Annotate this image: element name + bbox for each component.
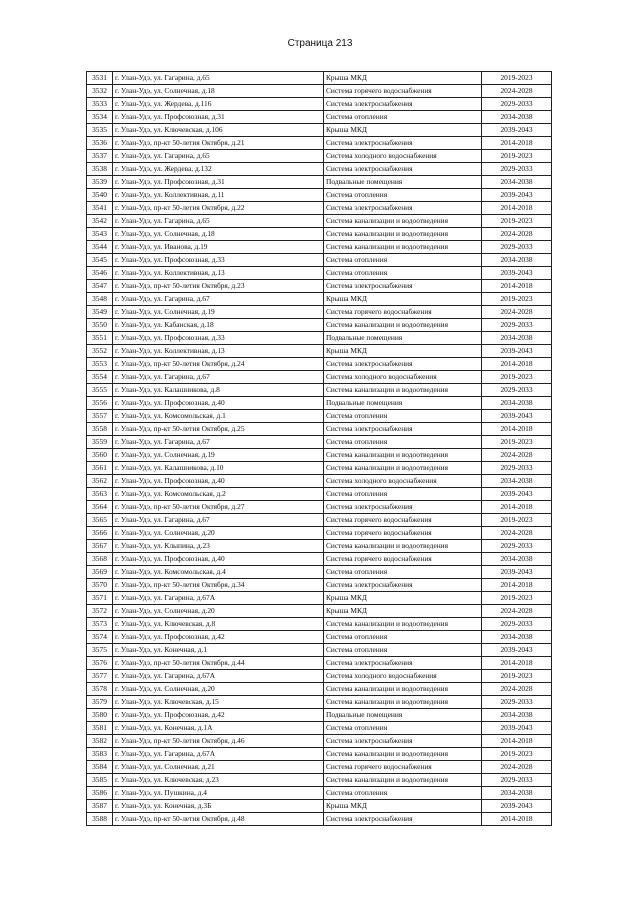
table-row (87, 488, 552, 501)
address-cell: г. Улан-Удэ, ул. Профсоюзная, д.42 (113, 709, 324, 722)
period-cell: 2029-2033 (482, 540, 552, 553)
period-cell: 2034-2038 (482, 631, 552, 644)
row-number-cell: 3570 (87, 579, 113, 592)
work-type-cell: Система отопления (324, 644, 482, 657)
row-number-cell: 3547 (87, 280, 113, 293)
address-cell: г. Улан-Удэ, ул. Солнечная, д.20 (113, 605, 324, 618)
row-number-cell: 3573 (87, 618, 113, 631)
row-number-cell: 3579 (87, 696, 113, 709)
table-row (87, 189, 552, 202)
table-row (87, 150, 552, 163)
row-number-cell: 3566 (87, 527, 113, 540)
row-number-cell: 3586 (87, 787, 113, 800)
period-cell: 2029-2033 (482, 462, 552, 475)
table-row (87, 670, 552, 683)
work-type-cell: Система канализации и водоотведения (324, 774, 482, 787)
row-number-cell: 3574 (87, 631, 113, 644)
work-type-cell: Система канализации и водоотведения (324, 683, 482, 696)
row-number-cell: 3533 (87, 98, 113, 111)
work-type-cell: Система отопления (324, 267, 482, 280)
table-row (87, 215, 552, 228)
work-type-cell: Система электроснабжения (324, 501, 482, 514)
row-number-cell: 3534 (87, 111, 113, 124)
period-cell: 2019-2023 (482, 293, 552, 306)
row-number-cell: 3572 (87, 605, 113, 618)
table-row (87, 410, 552, 423)
table-body (87, 72, 552, 826)
work-type-cell: Система электроснабжения (324, 657, 482, 670)
row-number-cell: 3538 (87, 163, 113, 176)
work-type-cell: Система горячего водоснабжения (324, 85, 482, 98)
table-row (87, 475, 552, 488)
row-number-cell: 3563 (87, 488, 113, 501)
row-number-cell: 3542 (87, 215, 113, 228)
row-number-cell: 3559 (87, 436, 113, 449)
address-cell: г. Улан-Удэ, ул. Комсомольская, д.2 (113, 488, 324, 501)
address-cell: г. Улан-Удэ, ул. Гагарина, д.67А (113, 670, 324, 683)
period-cell: 2034-2038 (482, 475, 552, 488)
row-number-cell: 3554 (87, 371, 113, 384)
table-row (87, 384, 552, 397)
address-cell: г. Улан-Удэ, ул. Коллективная, д.13 (113, 345, 324, 358)
work-type-cell: Крыша МКД (324, 293, 482, 306)
table-row (87, 137, 552, 150)
table-row (87, 618, 552, 631)
address-cell: г. Улан-Удэ, ул. Ключевская, д.8 (113, 618, 324, 631)
address-cell: г. Улан-Удэ, ул. Клыпина, д.23 (113, 540, 324, 553)
work-type-cell: Система канализации и водоотведения (324, 384, 482, 397)
address-cell: г. Улан-Удэ, ул. Профсоюзная, д.31 (113, 176, 324, 189)
work-type-cell: Крыша МКД (324, 605, 482, 618)
table-row (87, 423, 552, 436)
table-row (87, 761, 552, 774)
period-cell: 2019-2023 (482, 371, 552, 384)
row-number-cell: 3583 (87, 748, 113, 761)
work-type-cell: Система электроснабжения (324, 423, 482, 436)
period-cell: 2024-2028 (482, 683, 552, 696)
table-row (87, 241, 552, 254)
address-cell: г. Улан-Удэ, ул. Гагарина, д.67А (113, 592, 324, 605)
table-row (87, 501, 552, 514)
work-type-cell: Подвальные помещения (324, 176, 482, 189)
period-cell: 2014-2018 (482, 813, 552, 826)
period-cell: 2039-2043 (482, 189, 552, 202)
period-cell: 2029-2033 (482, 98, 552, 111)
period-cell: 2019-2023 (482, 670, 552, 683)
row-number-cell: 3532 (87, 85, 113, 98)
address-cell: г. Улан-Удэ, ул. Солнечная, д.18 (113, 85, 324, 98)
address-cell: г. Улан-Удэ, ул. Коллективная, д.11 (113, 189, 324, 202)
row-number-cell: 3556 (87, 397, 113, 410)
table-row (87, 163, 552, 176)
table-row (87, 176, 552, 189)
period-cell: 2014-2018 (482, 501, 552, 514)
table-row (87, 800, 552, 813)
work-type-cell: Система канализации и водоотведения (324, 540, 482, 553)
work-type-cell: Крыша МКД (324, 124, 482, 137)
address-cell: г. Улан-Удэ, ул. Конечная, д.3Б (113, 800, 324, 813)
row-number-cell: 3558 (87, 423, 113, 436)
address-cell: г. Улан-Удэ, ул. Профсоюзная, д.33 (113, 332, 324, 345)
address-cell: г. Улан-Удэ, ул. Профсоюзная, д.40 (113, 475, 324, 488)
work-type-cell: Система горячего водоснабжения (324, 553, 482, 566)
row-number-cell: 3551 (87, 332, 113, 345)
period-cell: 2019-2023 (482, 150, 552, 163)
work-type-cell: Система электроснабжения (324, 98, 482, 111)
row-number-cell: 3567 (87, 540, 113, 553)
table-row (87, 696, 552, 709)
work-type-cell: Система холодного водоснабжения (324, 150, 482, 163)
work-type-cell: Система горячего водоснабжения (324, 761, 482, 774)
period-cell: 2014-2018 (482, 579, 552, 592)
period-cell: 2014-2018 (482, 657, 552, 670)
work-type-cell: Система канализации и водоотведения (324, 449, 482, 462)
address-cell: г. Улан-Удэ, ул. Кабанская, д.18 (113, 319, 324, 332)
table-row (87, 228, 552, 241)
work-type-cell: Система электроснабжения (324, 735, 482, 748)
table-row (87, 280, 552, 293)
row-number-cell: 3540 (87, 189, 113, 202)
work-type-cell: Система электроснабжения (324, 280, 482, 293)
address-cell: г. Улан-Удэ, ул. Солнечная, д.20 (113, 527, 324, 540)
table-row (87, 111, 552, 124)
row-number-cell: 3568 (87, 553, 113, 566)
row-number-cell: 3544 (87, 241, 113, 254)
period-cell: 2029-2033 (482, 384, 552, 397)
repair-schedule-table (86, 71, 552, 826)
table-row (87, 306, 552, 319)
table-row (87, 657, 552, 670)
work-type-cell: Крыша МКД (324, 592, 482, 605)
table-row (87, 332, 552, 345)
work-type-cell: Система горячего водоснабжения (324, 514, 482, 527)
period-cell: 2039-2043 (482, 800, 552, 813)
address-cell: г. Улан-Удэ, ул. Калашникова, д.10 (113, 462, 324, 475)
period-cell: 2019-2023 (482, 436, 552, 449)
row-number-cell: 3531 (87, 72, 113, 85)
period-cell: 2034-2038 (482, 254, 552, 267)
period-cell: 2029-2033 (482, 618, 552, 631)
table-row (87, 683, 552, 696)
row-number-cell: 3548 (87, 293, 113, 306)
address-cell: г. Улан-Удэ, ул. Комсомольская, д.1 (113, 410, 324, 423)
table-row (87, 345, 552, 358)
address-cell: г. Улан-Удэ, ул. Гагарина, д.65 (113, 150, 324, 163)
address-cell: г. Улан-Удэ, ул. Гагарина, д.67 (113, 436, 324, 449)
row-number-cell: 3557 (87, 410, 113, 423)
row-number-cell: 3539 (87, 176, 113, 189)
row-number-cell: 3564 (87, 501, 113, 514)
period-cell: 2034-2038 (482, 111, 552, 124)
address-cell: г. Улан-Удэ, ул. Конечная, д.1 (113, 644, 324, 657)
period-cell: 2034-2038 (482, 553, 552, 566)
work-type-cell: Система отопления (324, 436, 482, 449)
row-number-cell: 3585 (87, 774, 113, 787)
address-cell: г. Улан-Удэ, ул. Солнечная, д.21 (113, 761, 324, 774)
work-type-cell: Система отопления (324, 787, 482, 800)
page-number-header: Страница 213 (287, 38, 353, 49)
period-cell: 2024-2028 (482, 761, 552, 774)
table-row (87, 735, 552, 748)
table-row (87, 72, 552, 85)
period-cell: 2024-2028 (482, 85, 552, 98)
period-cell: 2039-2043 (482, 124, 552, 137)
period-cell: 2024-2028 (482, 605, 552, 618)
table-row (87, 85, 552, 98)
address-cell: г. Улан-Удэ, ул. Солнечная, д.20 (113, 683, 324, 696)
row-number-cell: 3562 (87, 475, 113, 488)
work-type-cell: Система электроснабжения (324, 163, 482, 176)
row-number-cell: 3580 (87, 709, 113, 722)
address-cell: г. Улан-Удэ, пр-кт 50-летия Октября, д.34 (113, 579, 324, 592)
table-row (87, 254, 552, 267)
period-cell: 2014-2018 (482, 280, 552, 293)
period-cell: 2029-2033 (482, 774, 552, 787)
work-type-cell: Крыша МКД (324, 72, 482, 85)
table-row (87, 124, 552, 137)
table-row (87, 631, 552, 644)
work-type-cell: Система канализации и водоотведения (324, 618, 482, 631)
work-type-cell: Система отопления (324, 631, 482, 644)
period-cell: 2039-2043 (482, 488, 552, 501)
work-type-cell: Система отопления (324, 254, 482, 267)
table-row (87, 449, 552, 462)
period-cell: 2014-2018 (482, 202, 552, 215)
period-cell: 2029-2033 (482, 241, 552, 254)
work-type-cell: Система канализации и водоотведения (324, 241, 482, 254)
address-cell: г. Улан-Удэ, ул. Жердева, д.116 (113, 98, 324, 111)
period-cell: 2034-2038 (482, 176, 552, 189)
period-cell: 2014-2018 (482, 423, 552, 436)
table-row (87, 462, 552, 475)
work-type-cell: Система канализации и водоотведения (324, 215, 482, 228)
table-row (87, 813, 552, 826)
table-row (87, 397, 552, 410)
address-cell: г. Улан-Удэ, ул. Ключевская, д.106 (113, 124, 324, 137)
table-row (87, 566, 552, 579)
table-row (87, 579, 552, 592)
row-number-cell: 3561 (87, 462, 113, 475)
work-type-cell: Система отопления (324, 566, 482, 579)
row-number-cell: 3560 (87, 449, 113, 462)
work-type-cell: Система канализации и водоотведения (324, 319, 482, 332)
address-cell: г. Улан-Удэ, ул. Солнечная, д.19 (113, 306, 324, 319)
period-cell: 2014-2018 (482, 137, 552, 150)
period-cell: 2034-2038 (482, 332, 552, 345)
work-type-cell: Система горячего водоснабжения (324, 306, 482, 319)
table-row (87, 319, 552, 332)
period-cell: 2019-2023 (482, 592, 552, 605)
address-cell: г. Улан-Удэ, ул. Ключевская, д.23 (113, 774, 324, 787)
work-type-cell: Система канализации и водоотведения (324, 228, 482, 241)
table-row (87, 202, 552, 215)
work-type-cell: Система отопления (324, 111, 482, 124)
period-cell: 2029-2033 (482, 696, 552, 709)
work-type-cell: Система отопления (324, 410, 482, 423)
row-number-cell: 3536 (87, 137, 113, 150)
row-number-cell: 3577 (87, 670, 113, 683)
work-type-cell: Система холодного водоснабжения (324, 371, 482, 384)
address-cell: г. Улан-Удэ, ул. Профсоюзная, д.42 (113, 631, 324, 644)
work-type-cell: Подвальные помещения (324, 709, 482, 722)
row-number-cell: 3535 (87, 124, 113, 137)
row-number-cell: 3575 (87, 644, 113, 657)
period-cell: 2039-2043 (482, 566, 552, 579)
address-cell: г. Улан-Удэ, пр-кт 50-летия Октября, д.25 (113, 423, 324, 436)
table-row (87, 514, 552, 527)
address-cell: г. Улан-Удэ, ул. Профсоюзная, д.33 (113, 254, 324, 267)
period-cell: 2019-2023 (482, 748, 552, 761)
table-row (87, 358, 552, 371)
row-number-cell: 3569 (87, 566, 113, 579)
address-cell: г. Улан-Удэ, пр-кт 50-летия Октября, д.21 (113, 137, 324, 150)
address-cell: г. Улан-Удэ, ул. Конечная, д.1А (113, 722, 324, 735)
table-row (87, 644, 552, 657)
row-number-cell: 3584 (87, 761, 113, 774)
work-type-cell: Подвальные помещения (324, 397, 482, 410)
table-row (87, 605, 552, 618)
period-cell: 2039-2043 (482, 644, 552, 657)
row-number-cell: 3537 (87, 150, 113, 163)
address-cell: г. Улан-Удэ, пр-кт 50-летия Октября, д.27 (113, 501, 324, 514)
row-number-cell: 3552 (87, 345, 113, 358)
address-cell: г. Улан-Удэ, пр-кт 50-летия Октября, д.46 (113, 735, 324, 748)
work-type-cell: Система холодного водоснабжения (324, 670, 482, 683)
work-type-cell: Система отопления (324, 488, 482, 501)
row-number-cell: 3565 (87, 514, 113, 527)
address-cell: г. Улан-Удэ, ул. Жердева, д.132 (113, 163, 324, 176)
address-cell: г. Улан-Удэ, пр-кт 50-летия Октября, д.22 (113, 202, 324, 215)
address-cell: г. Улан-Удэ, ул. Солнечная, д.18 (113, 228, 324, 241)
address-cell: г. Улан-Удэ, ул. Профсоюзная, д.40 (113, 397, 324, 410)
period-cell: 2034-2038 (482, 709, 552, 722)
address-cell: г. Улан-Удэ, ул. Профсоюзная, д.40 (113, 553, 324, 566)
table-row (87, 371, 552, 384)
work-type-cell: Подвальные помещения (324, 332, 482, 345)
address-cell: г. Улан-Удэ, ул. Гагарина, д.67 (113, 514, 324, 527)
table-row (87, 540, 552, 553)
address-cell: г. Улан-Удэ, ул. Пушкина, д.4 (113, 787, 324, 800)
address-cell: г. Улан-Удэ, ул. Гагарина, д.67 (113, 293, 324, 306)
work-type-cell: Система отопления (324, 189, 482, 202)
period-cell: 2039-2043 (482, 410, 552, 423)
address-cell: г. Улан-Удэ, пр-кт 50-летия Октября, д.23 (113, 280, 324, 293)
row-number-cell: 3578 (87, 683, 113, 696)
period-cell: 2024-2028 (482, 228, 552, 241)
work-type-cell: Система электроснабжения (324, 202, 482, 215)
address-cell: г. Улан-Удэ, ул. Гагарина, д.67 (113, 371, 324, 384)
address-cell: г. Улан-Удэ, пр-кт 50-летия Октября, д.44 (113, 657, 324, 670)
period-cell: 2024-2028 (482, 449, 552, 462)
period-cell: 2039-2043 (482, 345, 552, 358)
row-number-cell: 3545 (87, 254, 113, 267)
row-number-cell: 3546 (87, 267, 113, 280)
work-type-cell: Крыша МКД (324, 800, 482, 813)
table-row (87, 436, 552, 449)
table-row (87, 527, 552, 540)
period-cell: 2039-2043 (482, 722, 552, 735)
period-cell: 2019-2023 (482, 72, 552, 85)
row-number-cell: 3588 (87, 813, 113, 826)
period-cell: 2014-2018 (482, 735, 552, 748)
table-row (87, 267, 552, 280)
row-number-cell: 3576 (87, 657, 113, 670)
table-row (87, 293, 552, 306)
period-cell: 2034-2038 (482, 397, 552, 410)
period-cell: 2029-2033 (482, 319, 552, 332)
address-cell: г. Улан-Удэ, ул. Калашникова, д.8 (113, 384, 324, 397)
work-type-cell: Система электроснабжения (324, 579, 482, 592)
address-cell: г. Улан-Удэ, пр-кт 50-летия Октября, д.24 (113, 358, 324, 371)
address-cell: г. Улан-Удэ, ул. Коллективная, д.13 (113, 267, 324, 280)
work-type-cell: Система холодного водоснабжения (324, 475, 482, 488)
table-row (87, 774, 552, 787)
address-cell: г. Улан-Удэ, ул. Гагарина, д.65 (113, 72, 324, 85)
table-row (87, 748, 552, 761)
address-cell: г. Улан-Удэ, пр-кт 50-летия Октября, д.48 (113, 813, 324, 826)
period-cell: 2019-2023 (482, 215, 552, 228)
period-cell: 2039-2043 (482, 267, 552, 280)
table-row (87, 722, 552, 735)
work-type-cell: Система отопления (324, 722, 482, 735)
period-cell: 2024-2028 (482, 527, 552, 540)
row-number-cell: 3550 (87, 319, 113, 332)
work-type-cell: Система электроснабжения (324, 358, 482, 371)
row-number-cell: 3571 (87, 592, 113, 605)
work-type-cell: Система электроснабжения (324, 137, 482, 150)
work-type-cell: Система электроснабжения (324, 813, 482, 826)
address-cell: г. Улан-Удэ, ул. Ключевская, д.15 (113, 696, 324, 709)
row-number-cell: 3553 (87, 358, 113, 371)
address-cell: г. Улан-Удэ, ул. Иванова, д.19 (113, 241, 324, 254)
row-number-cell: 3582 (87, 735, 113, 748)
table-row (87, 787, 552, 800)
table-row (87, 709, 552, 722)
work-type-cell: Система канализации и водоотведения (324, 748, 482, 761)
row-number-cell: 3541 (87, 202, 113, 215)
row-number-cell: 3555 (87, 384, 113, 397)
period-cell: 2019-2023 (482, 514, 552, 527)
row-number-cell: 3549 (87, 306, 113, 319)
work-type-cell: Система горячего водоснабжения (324, 527, 482, 540)
address-cell: г. Улан-Удэ, ул. Солнечная, д.19 (113, 449, 324, 462)
address-cell: г. Улан-Удэ, ул. Профсоюзная, д.31 (113, 111, 324, 124)
work-type-cell: Система канализации и водоотведения (324, 696, 482, 709)
address-cell: г. Улан-Удэ, ул. Комсомольская, д.4 (113, 566, 324, 579)
row-number-cell: 3581 (87, 722, 113, 735)
table-row (87, 98, 552, 111)
period-cell: 2014-2018 (482, 358, 552, 371)
row-number-cell: 3587 (87, 800, 113, 813)
period-cell: 2029-2033 (482, 163, 552, 176)
work-type-cell: Крыша МКД (324, 345, 482, 358)
work-type-cell: Система канализации и водоотведения (324, 462, 482, 475)
period-cell: 2024-2028 (482, 306, 552, 319)
table-row (87, 553, 552, 566)
table-row (87, 592, 552, 605)
row-number-cell: 3543 (87, 228, 113, 241)
address-cell: г. Улан-Удэ, ул. Гагарина, д.65 (113, 215, 324, 228)
address-cell: г. Улан-Удэ, ул. Гагарина, д.67А (113, 748, 324, 761)
period-cell: 2034-2038 (482, 787, 552, 800)
